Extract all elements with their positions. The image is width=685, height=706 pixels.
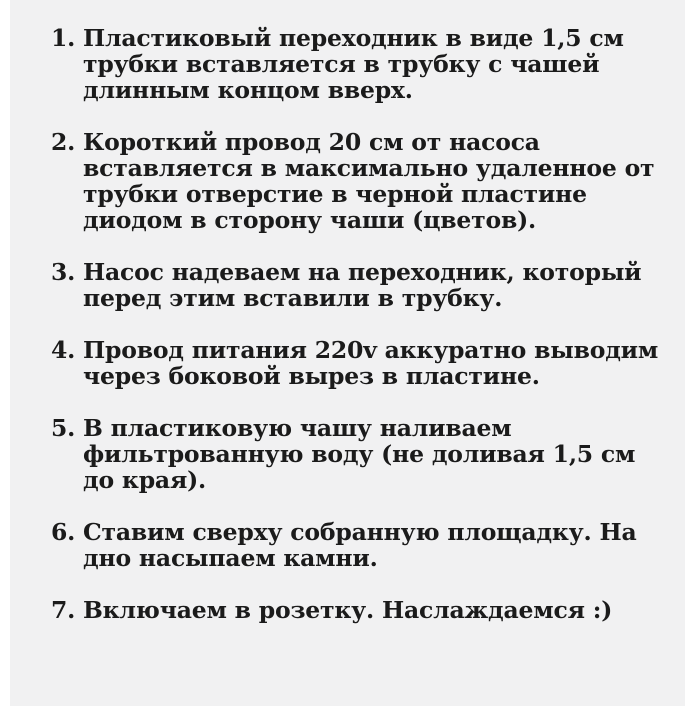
step-number: 4. xyxy=(51,336,76,364)
step-text: В пластиковую чашу наливаем фильтрованную воду (не доливая 1,5 см до края). xyxy=(83,414,636,494)
step-item-1 xyxy=(51,25,661,103)
step-number: 1. xyxy=(51,24,76,52)
step-item-2 xyxy=(51,129,661,233)
step-number: 5. xyxy=(51,414,76,442)
step-text: Пластиковый переходник в виде 1,5 см трубки вставляется в трубку с чашей длинным концом вверх. xyxy=(83,24,624,104)
step-item-6 xyxy=(51,519,661,571)
step-text: Ставим сверху собранную площадку. На дно насыпаем камни. xyxy=(83,518,637,572)
instruction-steps-list xyxy=(51,25,661,649)
step-item-5 xyxy=(51,415,661,493)
step-item-7 xyxy=(51,597,661,623)
step-text: Короткий провод 20 см от насоса вставляется в максимально удаленное от трубки отверстие в черной пластине диодом в сторону чаши (цветов). xyxy=(83,128,655,234)
step-number: 3. xyxy=(51,258,76,286)
step-text: Включаем в розетку. Наслаждаемся :) xyxy=(83,596,613,624)
step-text: Насос надеваем на переходник, который перед этим вставили в трубку. xyxy=(83,258,642,312)
step-number: 6. xyxy=(51,518,76,546)
step-item-3 xyxy=(51,259,661,311)
step-item-4 xyxy=(51,337,661,389)
step-number: 2. xyxy=(51,128,76,156)
step-number: 7. xyxy=(51,596,76,624)
instructions-card xyxy=(10,0,685,706)
step-text: Провод питания 220v аккуратно выводим через боковой вырез в пластине. xyxy=(83,336,659,390)
